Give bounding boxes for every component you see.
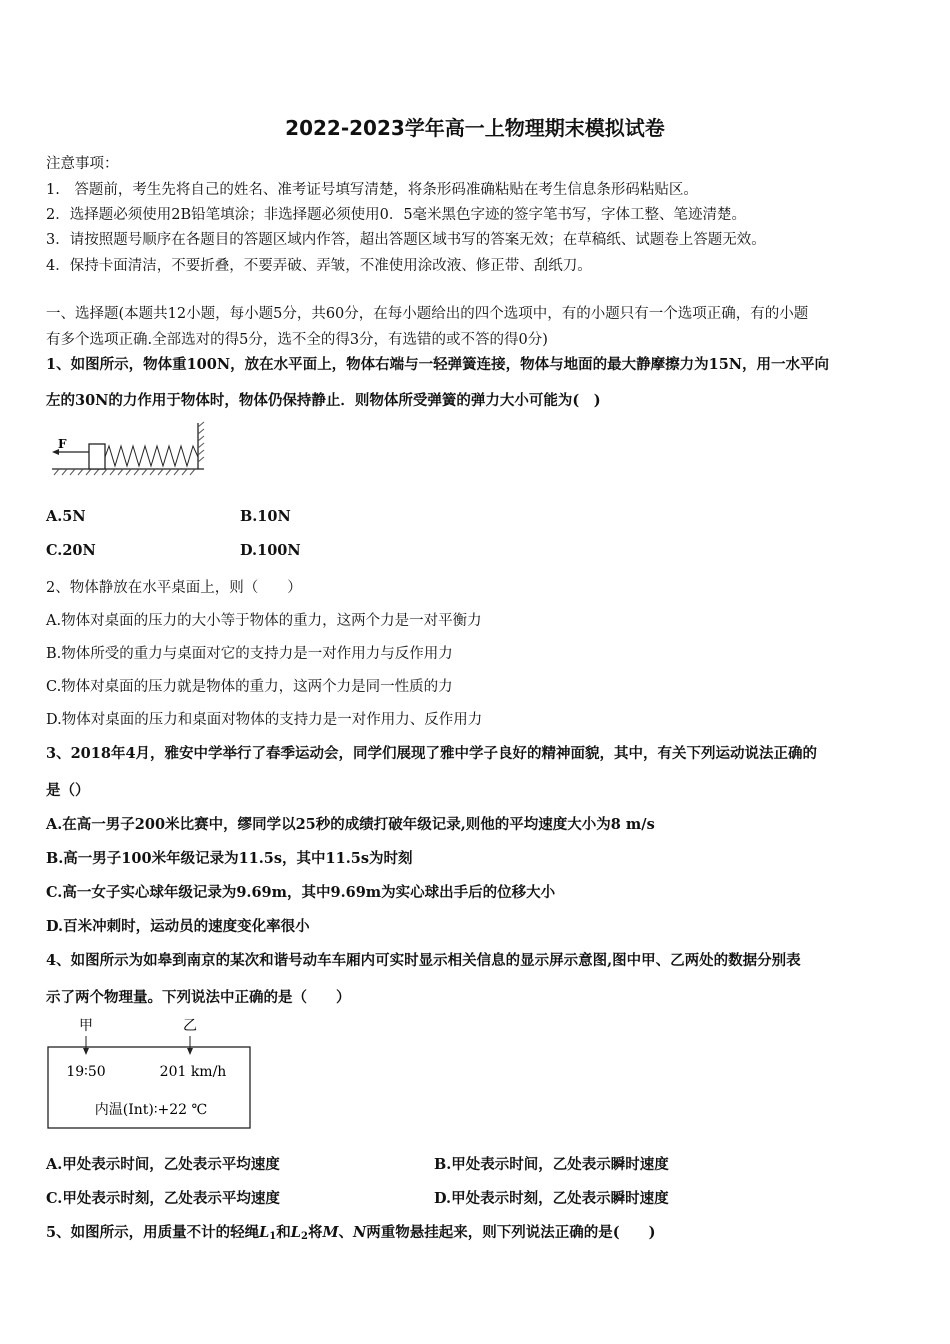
q4-option-b: B.甲处表示时间，乙处表示瞬时速度	[434, 1156, 669, 1173]
q5-rope-l2: L	[290, 1224, 301, 1241]
q3-option-c: C.高一女子实心球年级记录为9.69m，其中9.69m为实心球出手后的位移大小	[46, 884, 556, 901]
q1-spring-block-figure	[46, 420, 212, 482]
q2-option-c: C.物体对桌面的压力就是物体的重力，这两个力是同一性质的力	[46, 679, 453, 695]
q3-stem-line2: 是（）	[46, 782, 90, 799]
q3-option-b: B.高一男子100米年级记录为11.5s，其中11.5s为时刻	[46, 850, 413, 867]
q5-stem-part2: 将	[307, 1224, 323, 1241]
notice-item-3: 3．请按照题号顺序在各题目的答题区域内作答，超出答题区域书写的答案无效；在草稿纸、试题卷上答题无效。	[46, 232, 766, 248]
q3-stem-line1: 3、2018年4月，雅安中学举行了春季运动会，同学们展现了雅中学子良好的精神面貌，其中，有关下列运动说法正确的	[46, 745, 818, 762]
q5-weight-m: M	[322, 1224, 339, 1241]
q4-label-yi: 乙	[183, 1018, 197, 1034]
q3-option-d: D.百米冲刺时，运动员的速度变化率很小	[46, 918, 310, 935]
q4-stem-line1: 4、如图所示为如皋到南京的某次和谐号动车车厢内可实时显示相关信息的显示屏示意图,图中甲、乙两处的数据分别表	[46, 952, 801, 969]
q5-rope-l1-subscript: 1	[269, 1231, 277, 1242]
q1-option-b: B.10N	[240, 508, 291, 525]
q2-option-d: D.物体对桌面的压力和桌面对物体的支持力是一对作用力、反作用力	[46, 712, 483, 728]
q5-rope-l2-subscript: 2	[300, 1231, 308, 1242]
q4-label-jia: 甲	[79, 1018, 93, 1034]
q4-stem-line2: 示了两个物理量。下列说法中正确的是（ ）	[46, 989, 351, 1006]
q2-option-a: A.物体对桌面的压力的大小等于物体的重力，这两个力是一对平衡力	[46, 613, 482, 629]
q4-option-c: C.甲处表示时刻，乙处表示平均速度	[46, 1190, 280, 1207]
section-instructions-line1: 一、选择题(本题共12小题，每小题5分，共60分，在每小题给出的四个选项中，有的小题只有一个选项正确，有的小题	[46, 306, 809, 322]
q5-stem-sep: 、	[338, 1224, 353, 1241]
notice-heading: 注意事项：	[46, 156, 119, 172]
q2-option-b: B.物体所受的重力与桌面对它的支持力是一对作用力与反作用力	[46, 646, 453, 662]
q4-option-a: A.甲处表示时间，乙处表示平均速度	[46, 1156, 280, 1173]
q1-option-a: A.5N	[46, 508, 86, 525]
page-title: 2022-2023学年高一上物理期末模拟试卷	[285, 116, 665, 140]
q4-display-temp: 内温(Int)∶+22 ℃	[94, 1102, 208, 1118]
q4-train-display-figure	[46, 1014, 256, 1132]
q1-stem-line1: 1、如图所示，物体重100N，放在水平面上，物体右端与一轻弹簧连接，物体与地面的最大静摩擦力为15N，用一水平向	[46, 356, 830, 373]
q1-force-label: F	[58, 437, 67, 451]
notice-item-4: 4．保持卡面清洁，不要折叠，不要弄破、弄皱，不准使用涂改液、修正带、刮纸刀。	[46, 258, 592, 274]
q2-stem: 2、物体静放在水平桌面上，则（ ）	[46, 580, 302, 596]
q5-stem-and: 和	[276, 1224, 291, 1241]
q1-option-c: C.20N	[46, 542, 96, 559]
q4-option-d: D.甲处表示时刻，乙处表示瞬时速度	[434, 1190, 669, 1207]
notice-item-1: 1. 答题前，考生先将自己的姓名、准考证号填写清楚，将条形码准确粘贴在考生信息条形码粘贴区。	[46, 182, 698, 198]
q5-stem	[46, 1221, 656, 1242]
q3-option-a: A.在高一男子200米比赛中，缪同学以25秒的成绩打破年级记录,则他的平均速度大小为8 m/s	[46, 816, 655, 833]
q1-stem-line2: 左的30N的力作用于物体时，物体仍保持静止．则物体所受弹簧的弹力大小可能为( )	[46, 392, 601, 409]
section-instructions-line2: 有多个选项正确.全部选对的得5分，选不全的得3分，有选错的或不答的得0分)	[46, 332, 548, 348]
q5-rope-l1: L	[259, 1224, 270, 1241]
q4-display-time: 19∶50	[66, 1064, 106, 1080]
notice-item-2: 2．选择题必须使用2B铅笔填涂；非选择题必须使用0．5毫米黑色字迹的签字笔书写，字体工整、笔迹清楚。	[46, 207, 747, 223]
q5-stem-part3: 两重物悬挂起来，则下列说法正确的是( )	[366, 1224, 656, 1241]
q5-stem-part1: 5、如图所示，用质量不计的轻绳	[46, 1224, 260, 1241]
q4-display-speed: 201 km/h	[159, 1064, 227, 1080]
q1-option-d: D.100N	[240, 542, 301, 559]
q5-weight-n: N	[353, 1224, 367, 1241]
